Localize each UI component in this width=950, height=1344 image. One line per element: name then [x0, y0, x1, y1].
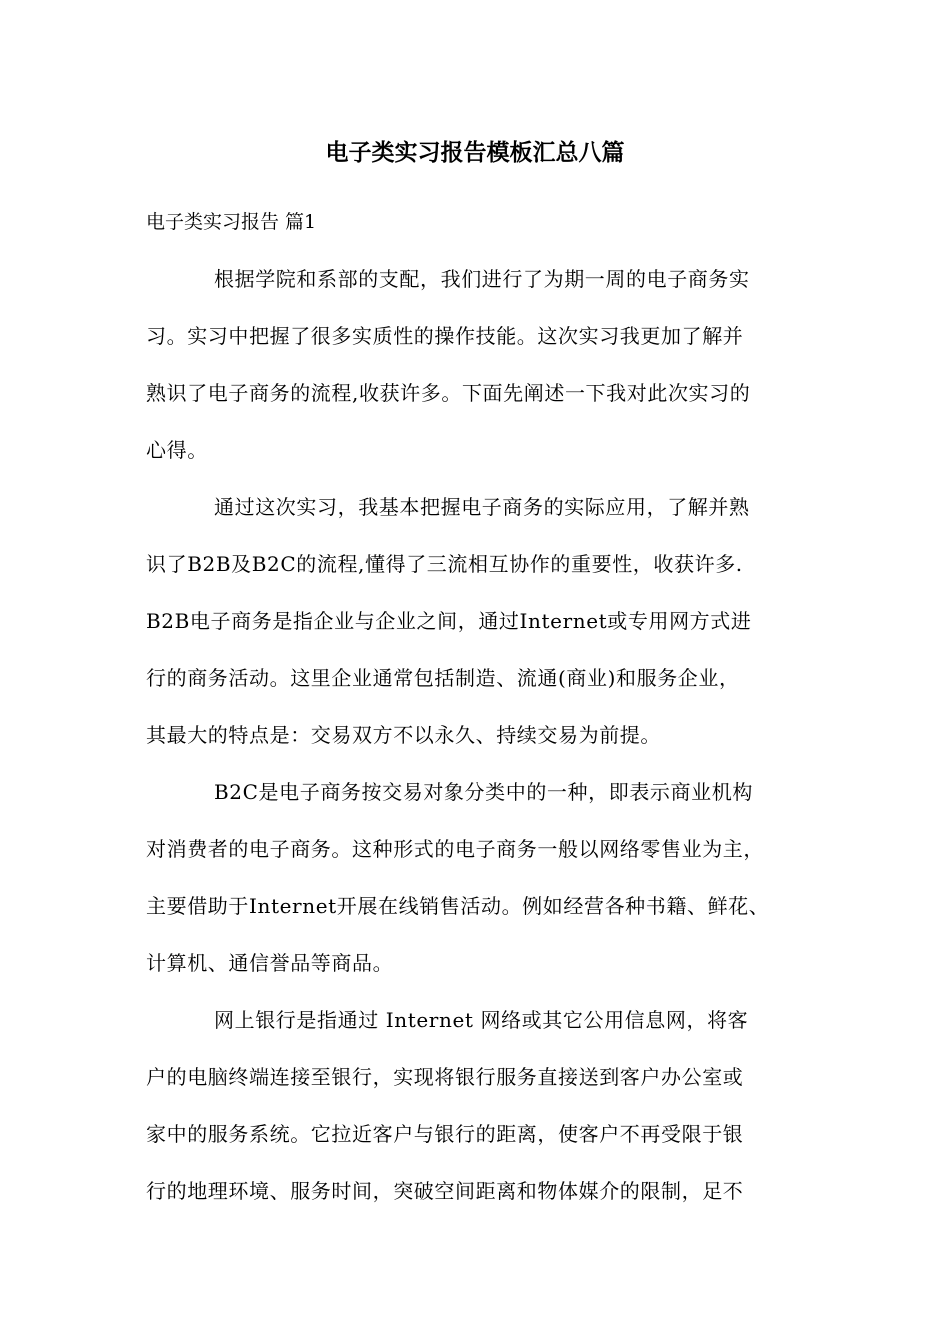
- paragraph-line: B2C是电子商务按交易对象分类中的一种，即表示商业机构: [214, 780, 753, 804]
- paragraph-line: B2B电子商务是指企业与企业之间，通过Internet或专用网方式进: [146, 609, 752, 633]
- paragraph-line: 识了B2B及B2C的流程,懂得了三流相互协作的重要性，收获许多.: [146, 552, 743, 576]
- paragraph-line: 行的地理环境、服务时间，突破空间距离和物体媒介的限制，足不: [146, 1179, 744, 1203]
- paragraph-line: 习。实习中把握了很多实质性的操作技能。这次实习我更加了解并: [146, 324, 744, 348]
- paragraph-line: 计算机、通信誉品等商品。: [146, 951, 394, 975]
- paragraph-line: 根据学院和系部的支配，我们进行了为期一周的电子商务实: [214, 267, 750, 291]
- paragraph-line: 户的电脑终端连接至银行，实现将银行服务直接送到客户办公室或: [146, 1065, 744, 1089]
- paragraph-line: 其最大的特点是：交易双方不以永久、持续交易为前提。: [146, 723, 661, 747]
- paragraph-line: 对消费者的电子商务。这种形式的电子商务一般以网络零售业为主，: [146, 837, 764, 861]
- paragraph-line: 家中的服务系统。它拉近客户与银行的距离，使客户不再受限于银: [146, 1122, 744, 1146]
- paragraph-line: 行的商务活动。这里企业通常包括制造、流通(商业)和服务企业，: [146, 666, 740, 690]
- paragraph-line: 主要借助于Internet开展在线销售活动。例如经营各种书籍、鲜花、: [146, 894, 770, 918]
- paragraph-line: 通过这次实习，我基本把握电子商务的实际应用，了解并熟: [214, 495, 750, 519]
- section-heading: 电子类实习报告 篇1: [146, 211, 317, 233]
- paragraph-line: 熟识了电子商务的流程,收获许多。下面先阐述一下我对此次实习的: [146, 381, 751, 405]
- paragraph-line: 心得。: [146, 438, 208, 462]
- paragraph-line: 网上银行是指通过 Internet 网络或其它公用信息网，将客: [214, 1008, 749, 1032]
- document-title: 电子类实习报告模板汇总八篇: [325, 139, 625, 166]
